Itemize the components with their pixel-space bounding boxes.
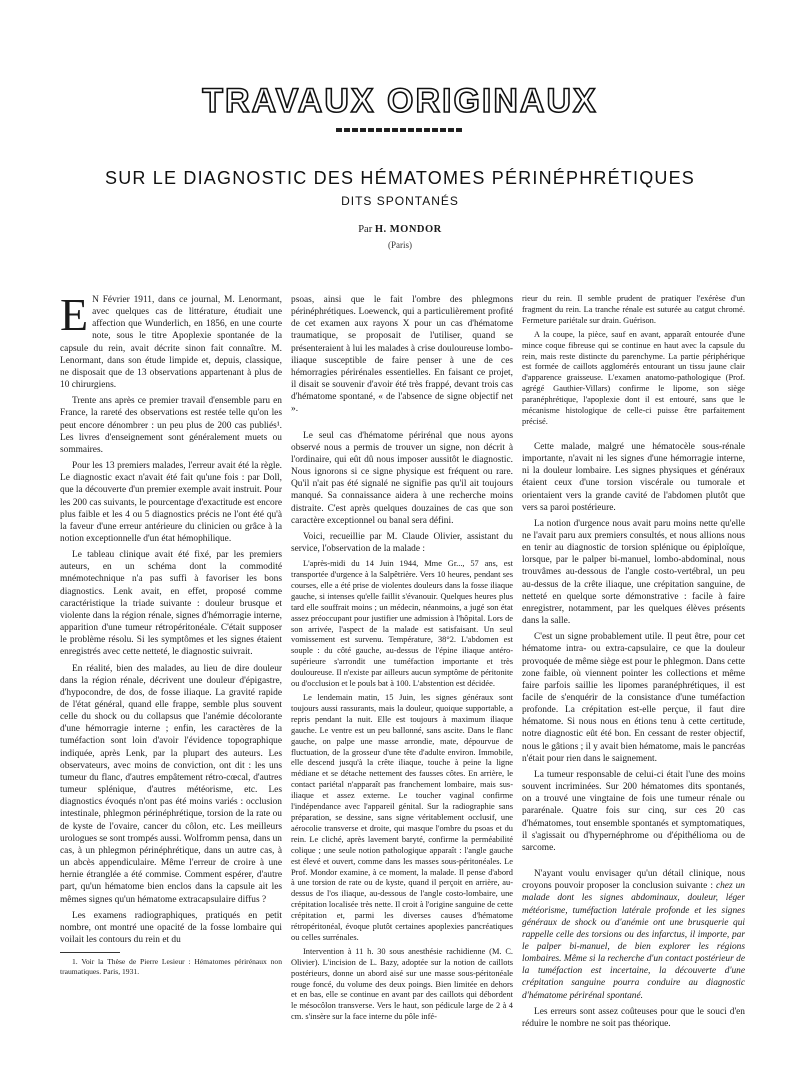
column-1	[60, 289, 282, 980]
case-paragraph: Le lendemain matin, 15 Juin, les signes généraux sont toujours aussi rassurants, mais la douleur, quoique supportable, a repris pendant la nuit. Elle est toujours à maximum iliaque gauche. Le ventre est un peu ballonné, sans ascite. Dans le flanc gauche, on palpe une masse arrondie, mate, dépourvue de fluctuation, de la grosseur d'une tête d'adulte environ. Immobile, elle descend jusqu'à la crête iliaque, touche à peine la ligne médiane et se détache nettement des fausses côtes. En arrière, le contact pariétal n'apparaît pas franchement lombaire, mais sus-iliaque et assez externe. Le toucher vaginal confirme l'indépendance avec l'appareil génital. Sur la radiographie sans préparation, se dessine, sans signe véritablement occlusif, une aérocolie transverse et droite, qui masque l'ombre du psoas et du rein. Le cliché, après lavement baryté, confirme la perméabilité colique ; une seule notion pathologique apparaît : l'angle gauche est élevé et ouvert, comme dans les masses sous-péritonéales. Le Prof. Mondor examine, à ce moment, la malade. Il pense d'abord à une torsion de rate ou de kyste, quand il perçoit en arrière, au-dessus de l'os iliaque, au-dessous de l'angle costo-lombaire, une crépitation localisée très nette. Il croit à l'origine sanguine de cette crépitation et, parmi les diverses causes d'hématome rétropéritonéal, évoque plutôt certaines apoplexies pancréatiques ou celles surrénales.	[291, 693, 513, 942]
paragraph: psoas, ainsi que le fait l'ombre des phlegmons périnéphrétiques. Loewenck, qui a particulièrement profité de cet examen aux rayons X pour un cas d'hématome traumatique, se proposait de l'utiliser, quand se présenteraient à lui les malades à crise douloureuse lombo-iliaque susceptible de faire penser à une de ces hémorragies périrénales essentielles. En faisant ce projet, il disait se souvenir d'avoir été très frappé, devant trois cas d'hématome spontané, « de l'absence de signe objectif net ».	[291, 295, 513, 415]
case-paragraph: A la coupe, la pièce, sauf en avant, apparaît entourée d'une mince coque fibreuse qui se continue en haut avec la capsule du rein, mais reste distincte du parenchyme. La partie périphérique est formée de caillots agglomérés entourant un tissu jaune clair d'apparence graisseuse. L'examen anatomo-pathologique (Prof. agrégé Gauthier-Villars) confirme le lipome, son siège paranéphrétique, l'apoplexie dont il est entouré, sans que le mécanisme histologique de celle-ci puisse être parfaitement précisé.	[522, 329, 745, 426]
article-subtitle: DITS SPONTANÉS	[341, 194, 459, 208]
conclusion-text: chez un malade dont les signes abdominaux, douleur, léger météorisme, tuméfaction latérale profonde et les signes généraux de shock ou d'anémie ont une brusquerie qui rappelle celle des torsions ou des infarctus, il importe, par le palper bi-manuel, de bien explorer les régions lombaires. Même si la recherche d'un contact postérieur de la tuméfaction est incertaine, la découverte d'une crépitation sanguine pourra conduire au diagnostic d'hématome périrénal spontané.	[522, 881, 745, 1001]
case-paragraph: Intervention à 11 h. 30 sous anesthésie rachidienne (M. C. Olivier). L'incision de L. Bazy, adoptée sur la notion de caillots postérieurs, donne un abord aisé sur une masse sous-péritonéale rouge foncé, du volume des deux poings. Bien limitée en dehors et en bas, elle se continue en avant par des caillots qui débordent le mésocôlon transverse. Vers le haut, son pédicule large de 2 à 4 cm. s'insère sur la face interne du pôle infé-	[291, 946, 513, 1022]
paragraph: Cette malade, malgré une hématocèle sous-rénale importante, n'avait ni les signes d'une hémorragie interne, ni la douleur lombaire. Les signes physiques et généraux étaient ceux d'une torsion viscérale ou tumorale et orientaient vers la grande cavité de l'abdomen plutôt que vers sa paroi postérieure.	[522, 441, 745, 513]
drop-cap: E	[60, 289, 89, 340]
section-title: TRAVAUX ORIGINAUX	[202, 82, 598, 120]
spacer	[291, 420, 513, 430]
paragraph	[522, 868, 745, 1002]
author-name: H. MONDOR	[374, 224, 442, 235]
paragraph-text: N'ayant voulu envisager qu'un détail clinique, nous croyons pouvoir proposer la conclusion suivante :	[522, 869, 745, 892]
article-title: SUR LE DIAGNOSTIC DES HÉMATOMES PÉRINÉPHRÉTIQUES	[104, 168, 696, 188]
paragraph: Voici, recueillie par M. Claude Olivier, assistant du service, l'observation de la malade :	[291, 531, 513, 554]
paragraph	[60, 289, 282, 391]
paragraph: La tumeur responsable de celui-ci était l'une des moins souvent incriminées. Sur 200 hématomes dits spontanés, on a trouvé une vingtaine de fois une tumeur rénale ou pararénale. Quatre fois sur cinq, sur ces 20 cas d'hématomes, tout ensemble spontanés et symptomatiques, il s'agissait ou d'hypernéphrome ou d'épithélioma ou de sarcome.	[522, 769, 745, 853]
footnote-rule	[60, 952, 120, 953]
title-rule-ornament	[336, 128, 464, 132]
paragraph: Les erreurs sont assez coûteuses pour que le souci d'en réduire le nombre ne soit pas théorique.	[522, 1006, 745, 1029]
author-prefix: Par	[358, 224, 373, 235]
footnote: 1. Voir la Thèse de Pierre Lesieur : Hématomes périrénaux non traumatiques. Paris, 1931.	[60, 957, 282, 976]
case-report	[291, 559, 513, 1023]
paragraph: En réalité, bien des malades, au lieu de dire douleur dans la région rénale, décrivent une douleur d'épigastre, d'hypocondre, de dos, de fosse iliaque. La gravité rapide de l'état général, quand elle frappe, semble plus souvent celle du shock ou du collapsus que l'anémie décolorante d'une hémorragie interne ; enfin, les caractères de la tuméfaction sont loin d'avoir l'évidence topographique indiquée, après Lenk, par la plupart des auteurs. Les observateurs, avec moins de conviction, ont dit : les uns tumeur du flanc, d'autres empâtement rétro-cœcal, d'autres tumeur splénique, d'autres météorisme, etc. Les diagnostics évoqués n'ont pas été moins variés : occlusion intestinale, phlegmon périnéphrétique, torsion de la rate ou de kyste de l'ovaire, cancer du côlon, etc. Les meilleurs urologues se sont trompés aussi. Wolfromm pensa, dans un cas, à un phlegmon périnéphrétique, dans un autre cas, à un abcès appendiculaire. Même l'erreur de croire à une hernie étranglée a été commise. Comment espérer, d'autre part, qu'un hématome bien enclos dans la capsule ait les mêmes signes qu'un hématome extracapsulaire diffus ?	[60, 663, 282, 905]
paragraph: Le seul cas d'hématome périrénal que nous ayons observé nous a permis de trouver un signe, non décrit à l'ordinaire, qui eût dû nous imposer aussitôt le diagnostic. Nous ignorons si ce signe physique est fréquent ou rare. Qu'il n'ait pas été signalé ne signifie pas qu'il ait toujours manqué. Sa connaissance aidera à une recherche moins distraite. C'est après quelques douzaines de cas que son caractère exceptionnel ou banal sera défini.	[291, 430, 513, 526]
paragraph-text: N Février 1911, dans ce journal, M. Lenormant, avec quelques cas de littérature, étudiait une affection que Wunderlich, en 1856, en une courte note, sous le titre Apoplexie spontanée de la capsule du rein, avait décrite sinon fait connaître. M. Lenormant, dans son étude limpide et, depuis, classique, ne disposait que de 13 observations appartenant à plus de 10 chirurgiens.	[60, 295, 282, 391]
paragraph: Le tableau clinique avait été fixé, par les premiers auteurs, en un schéma dont la commodité mnémotechnique n'a pas suffi à favoriser les bons diagnostics. Lenk avait, en effet, proposé comme caractéristique la triade suivante : douleur brusque et violente dans la région rénale, signes d'hémorragie interne, apparition d'une tumeur rétropéritonéale. C'était supposer le problème résolu. Si les symptômes et les signes étaient enregistrés avec cette netteté, le diagnostic suivrait.	[60, 550, 282, 658]
paragraph: La notion d'urgence nous avait paru moins nette qu'elle ne l'avait paru aux premiers consultés, et nous allions nous en tenir au diagnostic de torsion splénique ou épiploïque, lorsque, par le palper bi-manuel, lombo-abdominal, nous trouvâmes au-dessous de l'angle costo-vertébral, un peu au-dessus de la crête iliaque, une crépitation sanguine, de netteté en quelque sorte démonstrative : facile à faire enregistrer, notamment, par les quelques élèves présents dans la salle.	[522, 518, 745, 627]
spacer	[522, 858, 745, 868]
spacer	[522, 431, 745, 441]
paragraph: C'est un signe probablement utile. Il peut être, pour cet hématome intra- ou extra-capsulaire, ce que la douleur provoquée de même siège est pour le phlegmon. Dans cette zone faible, où viennent pointer les collections et même faire parfois saillie les lipomes paranéphrétiques, il est facile de s'enquérir de la consistance d'une tuméfaction profonde. La crépitation est-elle perçue, il faut dire hématome. Si nous nous en étions tenu à cette certitude, notre diagnostic eût été bon. En cessant de rester objectif, nous le gâtions ; il y avait bien hématome, mais le pancréas n'était pour rien dans le saignement.	[522, 632, 745, 764]
author-place: (Paris)	[388, 240, 412, 250]
column-2	[291, 294, 513, 1026]
paragraph: Trente ans après ce premier travail d'ensemble paru en France, la rareté des observations est restée telle qu'on les peut encore dénombrer : un peu plus de 200 cas publiés¹. Les livres d'enseignement sont généralement muets ou sommaires.	[60, 396, 282, 455]
case-paragraph: rieur du rein. Il semble prudent de pratiquer l'exérèse d'un fragment du rein. La tranche rénale est suturée au catgut chromé. Fermeture pariétale sur drain. Guérison.	[522, 294, 745, 325]
author-line	[0, 224, 800, 235]
paragraph: Pour les 13 premiers malades, l'erreur avait été la règle. Le diagnostic exact n'avait été fait qu'une fois : par Doll, que la découverte d'un premier exemple avait instruit. Pour les 200 cas suivants, le pourcentage d'exactitude est encore plus faible et les 4 ou 5 diagnostics précis ne l'ont été qu'à la faveur d'une erreur antérieure du clinicien ou grâce à la notion exceptionnelle d'un état hémophilique.	[60, 461, 282, 544]
paragraph: Les examens radiographiques, pratiqués en petit nombre, ont montré une opacité de la fosse lombaire qui voilait les contours du rein et du	[60, 910, 282, 945]
case-report-continued	[522, 294, 745, 428]
column-3	[522, 294, 745, 1034]
case-paragraph: L'après-midi du 14 Juin 1944, Mme Gr..., 57 ans, est transportée d'urgence à la Salpêtrière. Vers 10 heures, pendant ses courses, elle a été prise de violentes douleurs dans la fosse iliaque gauche, si intenses qu'elle faillit s'évanouir. Quelques heures plus tard elle souffrait moins ; un médecin, néanmoins, a jugé son état assez préoccupant pour justifier une admission à l'hôpital. Lors de son arrivée, l'aspect de la malade est satisfaisant. Un seul vomissement est survenu. Température, 38°2. L'abdomen est souple : du côté gauche, au-dessus de l'épine iliaque antéro-supérieure s'arrondit une tuméfaction importante et très douloureuse. Il n'existe par ailleurs aucun symptôme de péritonite ou d'occlusion et le pouls bat à 100. L'abstention est décidée.	[291, 559, 513, 689]
